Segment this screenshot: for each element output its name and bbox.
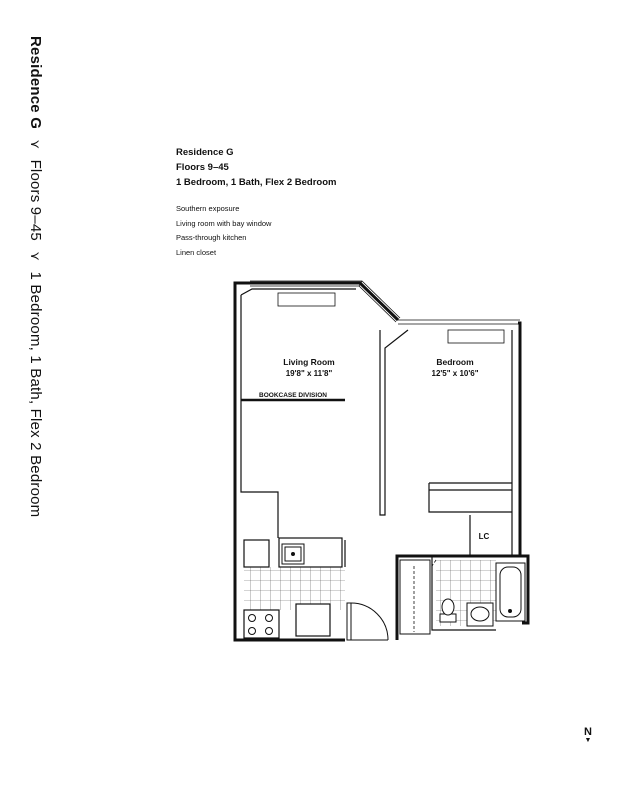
feature-item: Living room with bay window [176,218,272,228]
feature-item: Pass-through kitchen [176,233,247,242]
chevron-separator-icon: ⋎ [28,251,43,262]
bedroom-name: Bedroom [436,357,474,367]
kitchen-sink [282,544,304,564]
living-room-dims: 19'8" x 11'8" [285,369,333,378]
north-label: N [584,726,592,738]
bedroom-dims: 12'5" x 10'6" [431,369,479,378]
bedroom-window [398,320,520,343]
bath-sink [467,603,493,626]
entry-door [347,603,388,640]
side-title-residence: Residence G [27,36,44,130]
linen-closet-label: LC [478,532,490,541]
unit-type: 1 Bedroom, 1 Bath, Flex 2 Bedroom [176,177,337,188]
north-compass [584,726,592,744]
bookcase-label: BOOKCASE DIVISION [259,392,327,399]
bathtub [496,563,525,621]
north-arrow-icon: ▼ [584,737,592,744]
unit-title: Residence G [176,147,234,158]
feature-item: Southern exposure [176,204,240,213]
side-title-floors: Floors 9–45 [27,159,44,241]
unit-floors: Floors 9–45 [176,162,229,173]
living-room-name: Living Room [283,357,335,367]
side-title-units: 1 Bedroom, 1 Bath, Flex 2 Bedroom [27,271,44,518]
chevron-separator-icon: ⋎ [28,139,43,150]
feature-item: Linen closet [176,247,217,257]
hall-closet [400,560,430,634]
